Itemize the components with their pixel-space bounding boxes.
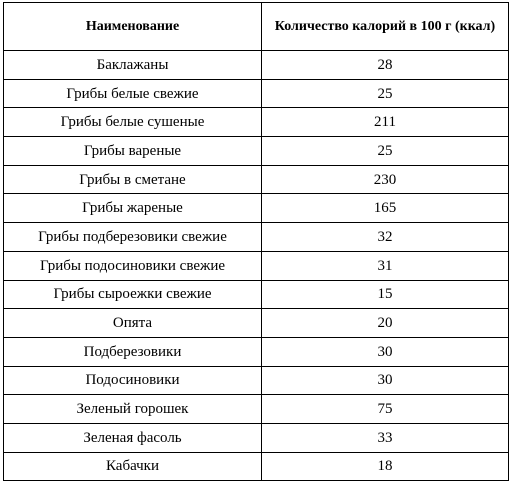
product-name-cell: Грибы белые свежие xyxy=(4,79,262,108)
calorie-value-cell: 20 xyxy=(262,309,509,338)
calorie-value-cell: 211 xyxy=(262,108,509,137)
calorie-value-cell: 30 xyxy=(262,366,509,395)
calorie-value-cell: 230 xyxy=(262,165,509,194)
calorie-value-cell: 33 xyxy=(262,423,509,452)
product-name-cell: Кабачки xyxy=(4,452,262,481)
product-name-cell: Грибы сыроежки свежие xyxy=(4,280,262,309)
product-name-cell: Подберезовики xyxy=(4,337,262,366)
product-name-cell: Грибы подосиновики свежие xyxy=(4,251,262,280)
product-name-cell: Зеленый горошек xyxy=(4,395,262,424)
product-name-cell: Баклажаны xyxy=(4,51,262,80)
product-name-cell: Грибы подберезовики свежие xyxy=(4,223,262,252)
table-row xyxy=(4,223,509,252)
column-header-name: Наименование xyxy=(4,3,262,51)
calorie-value-cell: 18 xyxy=(262,452,509,481)
table-row xyxy=(4,309,509,338)
table-row xyxy=(4,337,509,366)
calorie-value-cell: 165 xyxy=(262,194,509,223)
product-name-cell: Грибы в сметане xyxy=(4,165,262,194)
table-row xyxy=(4,108,509,137)
table-row xyxy=(4,395,509,424)
table-row xyxy=(4,280,509,309)
header-row xyxy=(4,3,509,51)
table-body xyxy=(4,51,509,481)
calorie-value-cell: 15 xyxy=(262,280,509,309)
table-header xyxy=(4,3,509,51)
product-name-cell: Грибы жареные xyxy=(4,194,262,223)
calorie-value-cell: 25 xyxy=(262,137,509,166)
table-row xyxy=(4,452,509,481)
table-row xyxy=(4,194,509,223)
calorie-value-cell: 75 xyxy=(262,395,509,424)
table-row xyxy=(4,423,509,452)
product-name-cell: Грибы белые сушеные xyxy=(4,108,262,137)
table-row xyxy=(4,251,509,280)
table-row xyxy=(4,165,509,194)
product-name-cell: Грибы вареные xyxy=(4,137,262,166)
calorie-table xyxy=(3,2,509,481)
calorie-value-cell: 32 xyxy=(262,223,509,252)
calorie-value-cell: 30 xyxy=(262,337,509,366)
table-row xyxy=(4,366,509,395)
column-header-calories: Количество калорий в 100 г (ккал) xyxy=(262,3,509,51)
product-name-cell: Опята xyxy=(4,309,262,338)
product-name-cell: Подосиновики xyxy=(4,366,262,395)
table-row xyxy=(4,137,509,166)
product-name-cell: Зеленая фасоль xyxy=(4,423,262,452)
table-row xyxy=(4,51,509,80)
calorie-value-cell: 31 xyxy=(262,251,509,280)
table-row xyxy=(4,79,509,108)
calorie-value-cell: 28 xyxy=(262,51,509,80)
calorie-value-cell: 25 xyxy=(262,79,509,108)
